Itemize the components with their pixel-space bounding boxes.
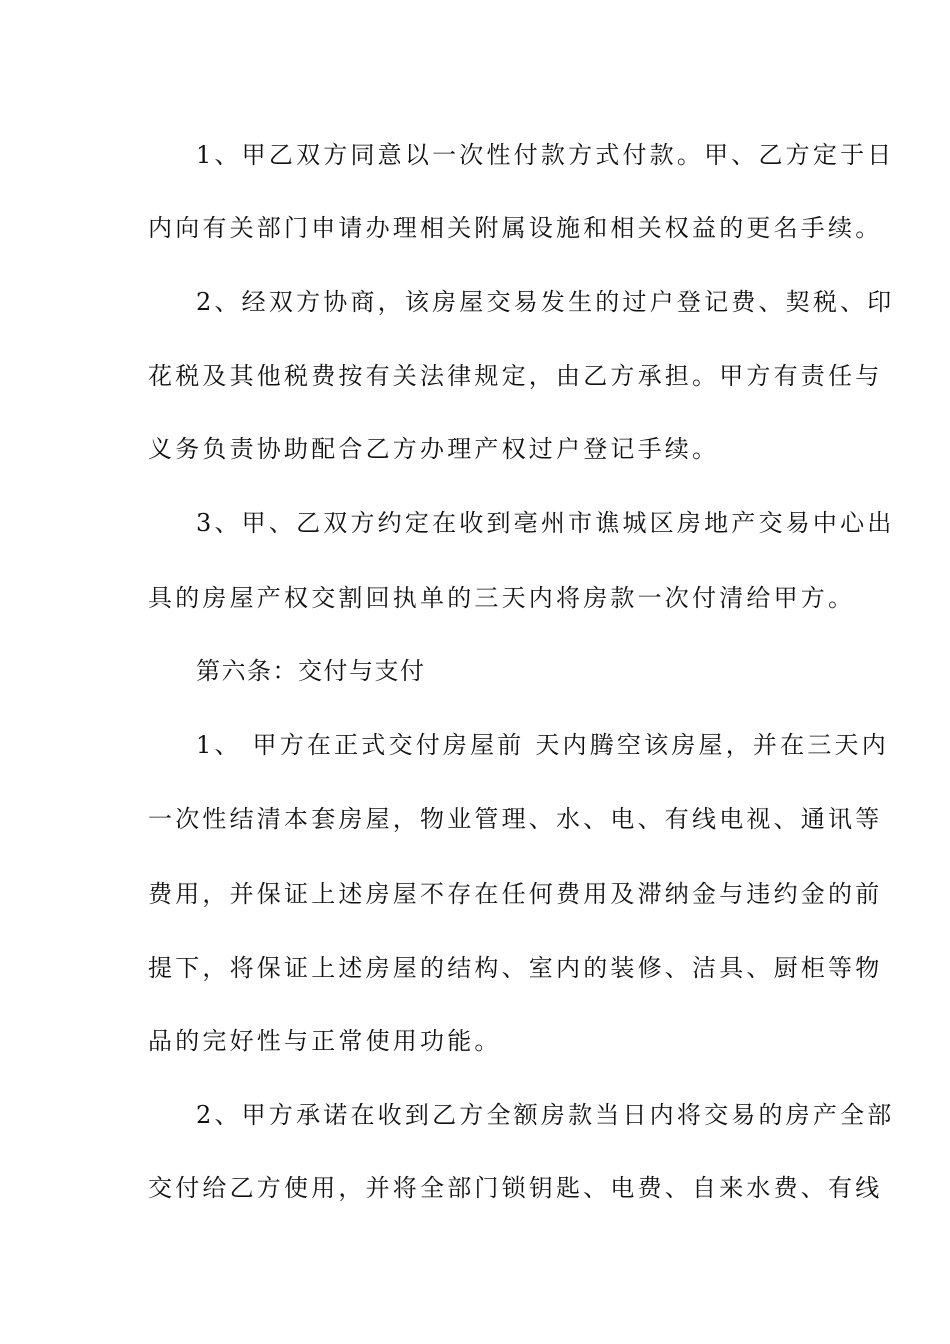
clause-6-1-line-2: 一次性结清本套房屋，物业管理、水、电、有线电视、通讯等 <box>148 805 883 833</box>
clause-5-2-line-3: 义务负责协助配合乙方办理产权过户登记手续。 <box>148 435 720 463</box>
section-heading-article-6: 第六条：交付与支付 <box>196 657 426 685</box>
clause-6-1-line-1: 1、 甲方在正式交付房屋前 天内腾空该房屋，并在三天内 <box>196 731 889 759</box>
clause-5-3-line-1: 3、甲、乙双方约定在收到亳州市谯城区房地产交易中心出 <box>196 509 895 537</box>
clause-5-1-line-1: 1、甲乙双方同意以一次性付款方式付款。甲、乙方定于日 <box>196 141 895 169</box>
clause-6-1-line-3: 费用，并保证上述房屋不存在任何费用及滞纳金与违约金的前 <box>148 880 883 908</box>
clause-5-1-line-2: 内向有关部门申请办理相关附属设施和相关权益的更名手续。 <box>148 214 883 242</box>
clause-5-3-line-2: 具的房屋产权交割回执单的三天内将房款一次付清给甲方。 <box>148 584 856 612</box>
clause-6-2-line-1: 2、甲方承诺在收到乙方全额房款当日内将交易的房产全部 <box>196 1101 895 1129</box>
clause-6-1-line-4: 提下，将保证上述房屋的结构、室内的装修、洁具、厨柜等物 <box>148 954 883 982</box>
clause-6-1-line-5: 品的完好性与正常使用功能。 <box>148 1027 502 1055</box>
clause-5-2-line-1: 2、经双方协商，该房屋交易发生的过户登记费、契税、印 <box>196 288 895 316</box>
clause-5-2-line-2: 花税及其他税费按有关法律规定，由乙方承担。甲方有责任与 <box>148 362 883 390</box>
clause-6-2-line-2: 交付给乙方使用，并将全部门锁钥匙、电费、自来水费、有线 <box>148 1174 883 1202</box>
